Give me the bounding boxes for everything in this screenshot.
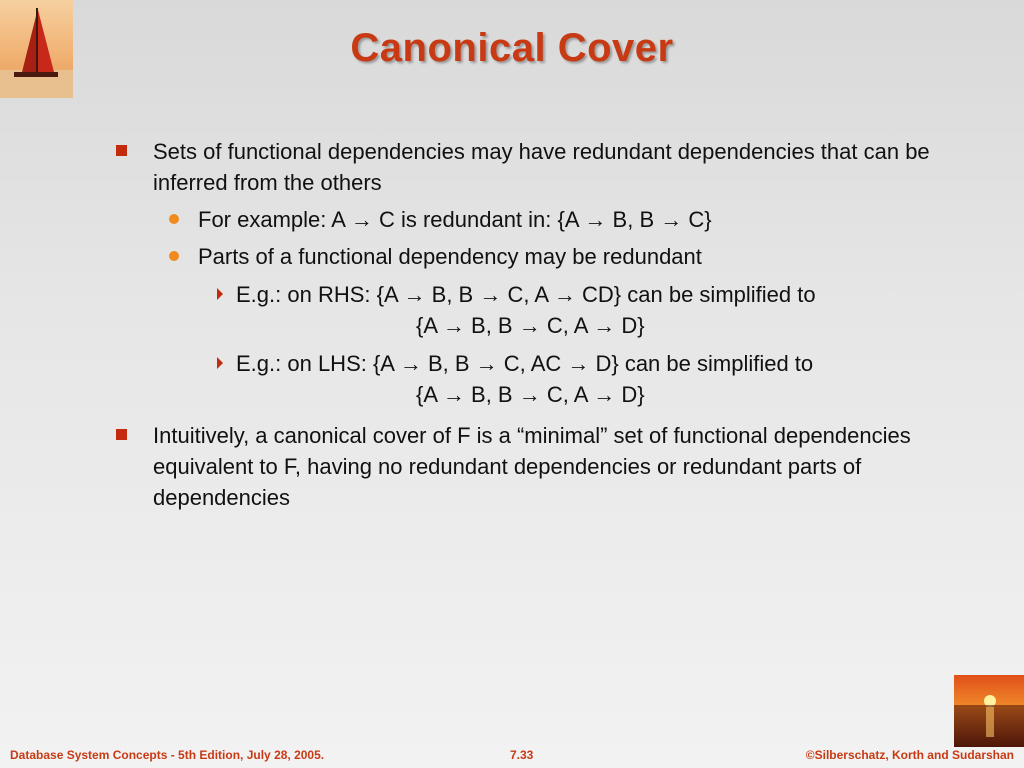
bullet-intuitively: Intuitively, a canonical cover of F is a “minimal” set of functional dependencies equivalent to F, having no redundant dependencies or redundant parts of dependencies <box>112 420 952 513</box>
sub-bullet-example: For example: A → C is redundant in: {A → B, B → C} <box>112 204 952 235</box>
dot-bullet-icon <box>169 251 179 261</box>
bullet-redundant-dependencies: Sets of functional dependencies may have redundant dependencies that can be inferred from the others <box>112 136 952 198</box>
footer-page-number: 7.33 <box>510 748 534 762</box>
square-bullet-icon <box>116 429 127 440</box>
footer-right: ©Silberschatz, Korth and Sudarshan <box>805 748 1014 762</box>
triangle-bullet-icon <box>217 357 223 369</box>
triangle-bullet-icon <box>217 288 223 300</box>
dot-bullet-icon <box>169 214 179 224</box>
slide-title: Canonical Cover <box>350 26 674 70</box>
sub-sub-bullet-lhs: E.g.: on LHS: {A → B, B → C, AC → D} can be simplified to {A → B, B → C, A → D} <box>112 348 952 410</box>
sub-bullet-parts: Parts of a functional dependency may be redundant <box>112 241 952 272</box>
slide-content <box>112 136 952 519</box>
footer-left: Database System Concepts - 5th Edition, July 28, 2005. <box>10 748 325 762</box>
sub-sub-bullet-rhs: E.g.: on RHS: {A → B, B → C, A → CD} can be simplified to {A → B, B → C, A → D} <box>112 279 952 341</box>
square-bullet-icon <box>116 145 127 156</box>
sunset-image <box>954 675 1024 747</box>
